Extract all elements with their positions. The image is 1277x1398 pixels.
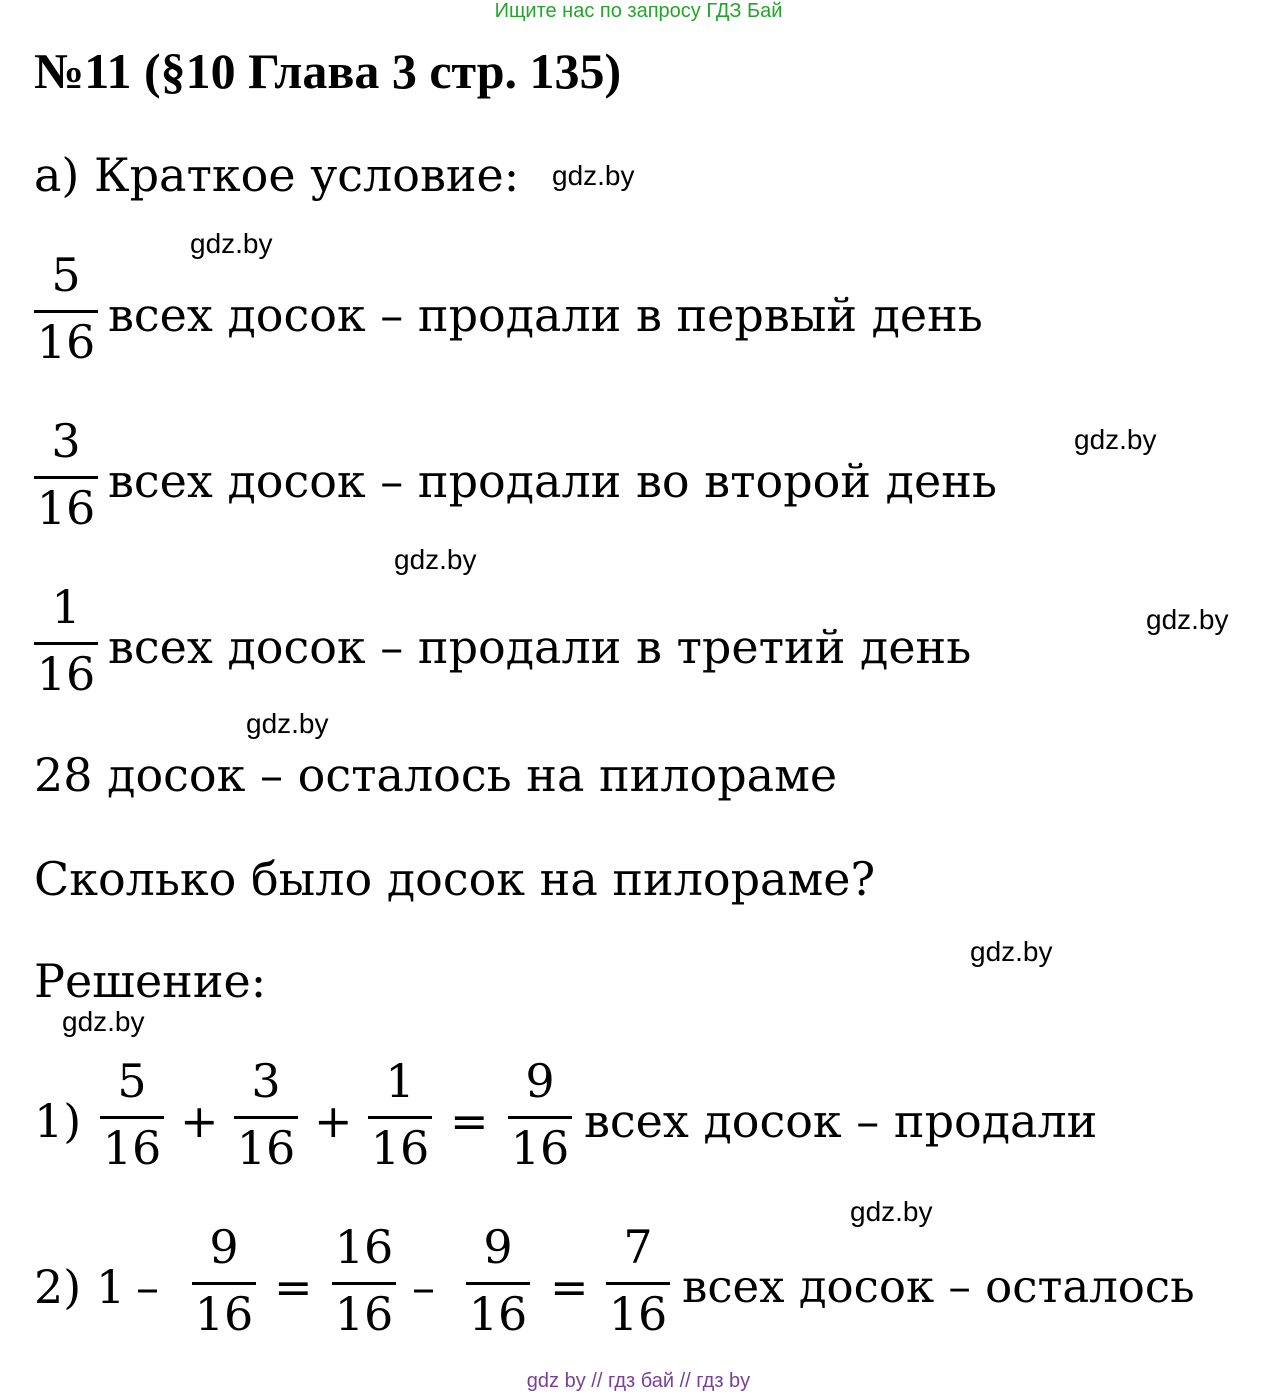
- watermark: gdz.by: [190, 228, 273, 259]
- fraction-denominator: 16: [36, 647, 96, 701]
- fraction-bar: [606, 1282, 670, 1285]
- step2-text: всех досок – осталось: [682, 1260, 1195, 1313]
- fraction-denominator: 16: [334, 1287, 394, 1341]
- fraction-bar: [34, 476, 98, 479]
- fraction-day2: [34, 414, 98, 537]
- solution-heading: Решение:: [34, 954, 267, 1008]
- step1-fraction-c: [368, 1054, 432, 1177]
- fraction-bar: [466, 1282, 530, 1285]
- step2-fraction-a: [192, 1220, 256, 1343]
- plus-sign: +: [314, 1094, 353, 1148]
- question: Сколько было досок на пилораме?: [34, 852, 876, 906]
- watermark: gdz.by: [394, 544, 477, 575]
- fraction-denominator: 16: [36, 315, 96, 369]
- fraction-bar: [368, 1116, 432, 1119]
- watermark: gdz.by: [1074, 424, 1157, 455]
- equals-sign: =: [450, 1094, 489, 1148]
- condition-row-text: всех досок – продали в третий день: [108, 620, 972, 674]
- search-hint-banner: Ищите нас по запросу ГДЗ Бай: [494, 0, 783, 22]
- step1-fraction-a: [100, 1054, 164, 1177]
- fraction-day1: [34, 248, 98, 371]
- fraction-bar: [332, 1282, 396, 1285]
- fraction-bar: [508, 1116, 572, 1119]
- remaining-boards: 28 досок – осталось на пилораме: [34, 748, 838, 802]
- step1-label: 1): [34, 1094, 82, 1148]
- equals-sign: =: [550, 1260, 589, 1314]
- fraction-numerator: 5: [51, 248, 81, 302]
- watermark: gdz.by: [62, 1006, 145, 1037]
- fraction-numerator: 9: [525, 1054, 555, 1108]
- minus-sign: –: [136, 1260, 159, 1314]
- fraction-numerator: 9: [209, 1220, 239, 1274]
- step1-fraction-b: [234, 1054, 298, 1177]
- fraction-denominator: 16: [468, 1287, 528, 1341]
- fraction-denominator: 16: [608, 1287, 668, 1341]
- fraction-bar: [34, 310, 98, 313]
- watermark: gdz.by: [850, 1196, 933, 1227]
- fraction-numerator: 3: [51, 414, 81, 468]
- fraction-bar: [234, 1116, 298, 1119]
- fraction-denominator: 16: [236, 1121, 296, 1175]
- fraction-bar: [34, 642, 98, 645]
- fraction-day3: [34, 580, 98, 703]
- step2-fraction-c: [466, 1220, 530, 1343]
- fraction-numerator: 5: [117, 1054, 147, 1108]
- fraction-numerator: 9: [483, 1220, 513, 1274]
- fraction-denominator: 16: [102, 1121, 162, 1175]
- fraction-bar: [192, 1282, 256, 1285]
- plus-sign: +: [180, 1094, 219, 1148]
- whole-one: 1: [96, 1260, 126, 1314]
- step2-fraction-b: [332, 1220, 396, 1343]
- fraction-numerator: 1: [51, 580, 81, 634]
- fraction-numerator: 16: [334, 1220, 394, 1274]
- fraction-numerator: 7: [623, 1220, 653, 1274]
- step2-label: 2): [34, 1260, 82, 1314]
- fraction-denominator: 16: [370, 1121, 430, 1175]
- condition-heading: а) Краткое условие:: [34, 148, 520, 202]
- step2-result-fraction: [606, 1220, 670, 1343]
- fraction-denominator: 16: [510, 1121, 570, 1175]
- step1-result-fraction: [508, 1054, 572, 1177]
- page-title: №11 (§10 Глава 3 стр. 135): [34, 43, 622, 99]
- watermark: gdz.by: [1146, 604, 1229, 635]
- step1-text: всех досок – продали: [584, 1094, 1098, 1148]
- watermark: gdz.by: [246, 708, 329, 739]
- minus-sign: –: [412, 1260, 435, 1314]
- equals-sign: =: [274, 1260, 313, 1314]
- fraction-bar: [100, 1116, 164, 1119]
- fraction-numerator: 3: [251, 1054, 281, 1108]
- fraction-denominator: 16: [36, 481, 96, 535]
- fraction-numerator: 1: [385, 1054, 415, 1108]
- condition-row-text: всех досок – продали в первый день: [108, 288, 983, 342]
- footer-links: gdz by // гдз бай // гдз by: [526, 1370, 751, 1392]
- watermark: gdz.by: [970, 936, 1053, 967]
- watermark: gdz.by: [552, 160, 635, 191]
- fraction-denominator: 16: [194, 1287, 254, 1341]
- condition-row-text: всех досок – продали во второй день: [108, 454, 997, 508]
